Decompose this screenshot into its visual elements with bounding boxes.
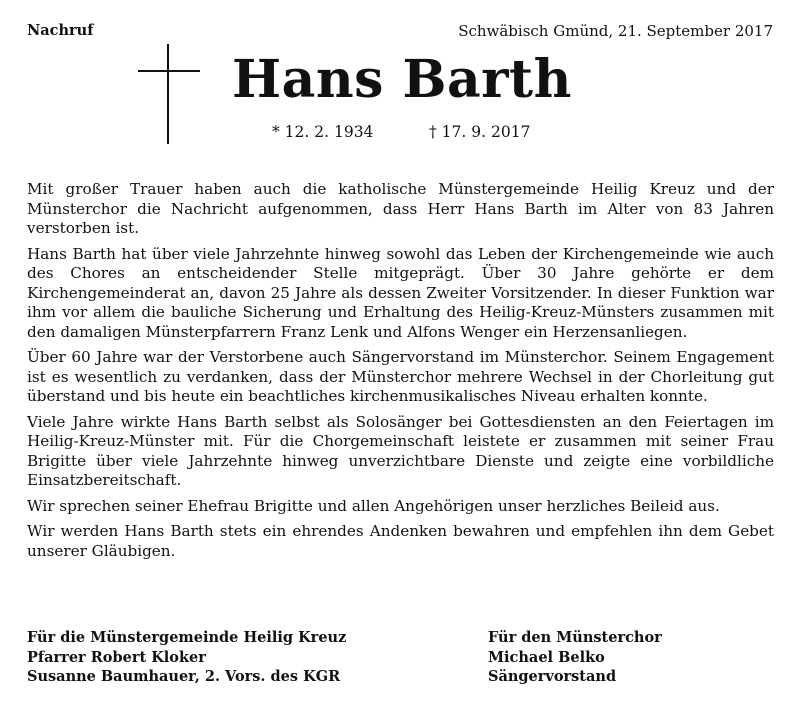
signature-line: Michael Belko — [488, 648, 605, 666]
signature-block-parish — [27, 628, 346, 687]
signature-block-choir — [488, 628, 662, 687]
paragraph: Viele Jahre wirkte Hans Barth selbst als Solosänger bei Gottesdiensten an den Feiertagen im Heilig-Kreuz-Münster mit. Für die Chorgemeinschaft leistete er zusammen mit seiner Frau Brigitte über viele Jahrzehnte hinweg unverzichtbare Dienste und zeigte eine vorbildliche Einsatzbereitschaft. — [27, 412, 774, 489]
signature-line: Sängervorstand — [488, 668, 617, 685]
paragraph: Wir sprechen seiner Ehefrau Brigitte und allen Angehörigen unser herzliches Beileid aus. — [27, 496, 720, 515]
deceased-name: Hans Barth — [232, 49, 572, 110]
header-label: Nachruf — [27, 22, 94, 39]
signature-line: Für den Münsterchor — [488, 629, 662, 646]
birth-date: * 12. 2. 1934 — [272, 123, 374, 141]
paragraph: Mit großer Trauer haben auch die katholische Münstergemeinde Heilig Kreuz und der Münsterchor die Nachricht aufgenommen, dass Herr Hans Barth im Alter von 83 Jahren verstorben ist. — [27, 180, 774, 237]
place-date: Schwäbisch Gmünd, 21. September 2017 — [458, 22, 773, 40]
obituary-body — [27, 180, 774, 567]
death-date: † 17. 9. 2017 — [429, 123, 531, 141]
paragraph: Über 60 Jahre war der Verstorbene auch Sängervorstand im Münsterchor. Seinem Engagement ist es wesentlich zu verdanken, dass der Münsterchor mehrere Wechsel in der Chorleitung gut überstand und bis heute ein beachtliches kirchenmusikalisches Niveau erhalten konnte. — [27, 348, 774, 405]
signature-line: Pfarrer Robert Kloker — [27, 648, 206, 666]
cross-icon — [138, 44, 200, 144]
signature-line: Susanne Baumhauer, 2. Vors. des KGR — [27, 668, 341, 685]
paragraph: Wir werden Hans Barth stets ein ehrendes Andenken bewahren und empfehlen ihn dem Gebet unserer Gläubigen. — [27, 522, 774, 560]
signature-line: Für die Münstergemeinde Heilig Kreuz — [27, 629, 347, 646]
paragraph: Hans Barth hat über viele Jahrzehnte hinweg sowohl das Leben der Kirchengemeinde wie auch des Chores an entscheidender Stelle mitgeprägt. Über 30 Jahre gehörte er dem Kirchengemeinderat an, davon 25 Jahre als dessen Zweiter Vorsitzender. In dieser Funktion war ihm vor allem die bauliche Sicherung und Erhaltung des Heilig-Kreuz-Münsters zusammen mit den damaligen Münsterpfarrern Franz Lenk und Alfons Wenger ein Herzensanliegen. — [27, 244, 774, 341]
